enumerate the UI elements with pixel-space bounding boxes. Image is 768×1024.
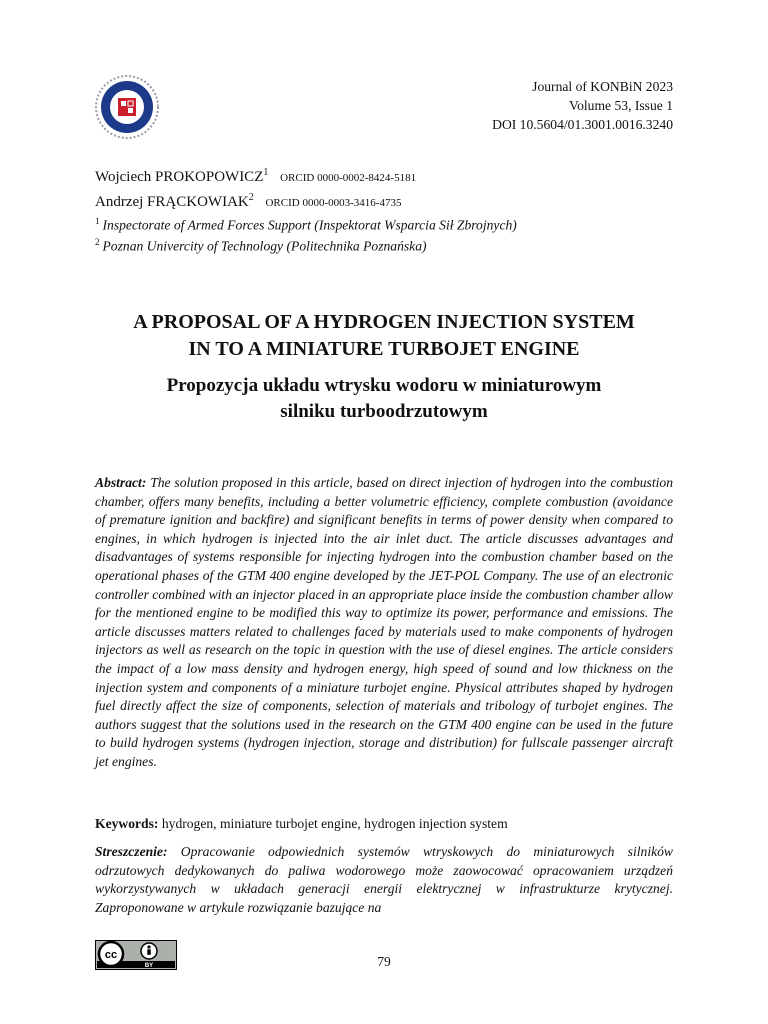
person-icon bbox=[147, 945, 150, 948]
journal-doi: DOI 10.5604/01.3001.0016.3240 bbox=[492, 117, 673, 132]
keywords-text: hydrogen, miniature turbojet engine, hydrogen injection system bbox=[161, 816, 508, 831]
affiliation-text: Inspectorate of Armed Forces Support (Inspektorat Wsparcia Sił Zbrojnych) bbox=[102, 217, 517, 233]
author-name: Andrzej FRĄCKOWIAK bbox=[95, 194, 249, 210]
page-number: 79 bbox=[377, 954, 391, 969]
keywords-label: Keywords: bbox=[95, 816, 159, 831]
author-block bbox=[95, 163, 517, 254]
author-line bbox=[95, 163, 517, 188]
journal-name: Journal of KONBiN 2023 bbox=[532, 79, 673, 94]
affiliation bbox=[95, 234, 517, 255]
journal-logo bbox=[94, 74, 160, 140]
journal-volume: Volume 53, Issue 1 bbox=[569, 98, 673, 113]
title-line: A PROPOSAL OF A HYDROGEN INJECTION SYSTEM bbox=[133, 311, 635, 333]
title-line: Propozycja układu wtrysku wodoru w miniaturowym bbox=[166, 375, 602, 396]
cc-icon: cc bbox=[104, 949, 118, 961]
streszczenie-label: Streszczenie: bbox=[95, 844, 168, 859]
author-line bbox=[95, 188, 517, 213]
affiliation-text: Poznan Univercity of Technology (Politechnika Poznańska) bbox=[102, 238, 427, 254]
abstract-text: The solution proposed in this article, based on direct injection of hydrogen into the combustion chamber, offers many benefits, including a better volumetric efficiency, complete combustion (avoidance of premature ignition and backfire) and significant benefits in terms of power density when compared to engines, in which hydrogen is injected into the air inlet duct. The article discusses advantages and disadvantages of systems responsible for injecting hydrogen into the combustion chamber based on the operational phases of the GTM 400 engine developed by the JET-POL Company. The use of an electronic controller combined with an injector placed in an appropriate place inside the combustion chamber allow for the mentioned engine to be modified this way to optimize its power, performance and emissions. The article discusses matters related to challenges faced by materials used to make components of hydrogen injectors as well as research on the topic in question with the use of diesel engines. The article considers the impact of a low mass density and hydrogen energy, high speed of sound and low thickness on the injection system and components of a miniature turbojet engine. Physical attributes shaped by hydrogen fuel directly affect the size of components, selection of materials and tribology of turbojet engines. The authors suggest that the solutions used in the research on the GTM 400 engine can be used in the future to build hydrogen systems (hydrogen injection, storage and distribution) for fullscale passenger aircraft jet engines. bbox=[95, 475, 673, 769]
author-affil-mark: 1 bbox=[263, 167, 269, 178]
author-orcid[interactable]: ORCID 0000-0003-3416-4735 bbox=[265, 197, 402, 209]
abstract-label: Abstract: bbox=[95, 475, 147, 490]
streszczenie bbox=[95, 843, 673, 917]
by-label: BY bbox=[144, 963, 154, 969]
streszczenie-text: Opracowanie odpowiednich systemów wtryskowych do miniaturowych silników odrzutowych dedykowanych do paliwa wodorowego może zaowocować opracowaniem urządzeń wykorzystywanych w układach generacji energii elektrycznej w infrastrukturze krytycznej. Zaproponowane w artykule rozwiązanie bazujące na bbox=[95, 844, 673, 915]
paper-title-english bbox=[60, 309, 708, 363]
journal-info bbox=[492, 77, 673, 134]
paper-title-polish bbox=[60, 373, 708, 425]
affiliation-mark: 2 bbox=[95, 236, 100, 247]
author-orcid[interactable]: ORCID 0000-0002-8424-5181 bbox=[280, 172, 417, 184]
author-affil-mark: 2 bbox=[248, 192, 254, 203]
title-line: silniku turboodrzutowym bbox=[280, 401, 488, 422]
keywords bbox=[95, 815, 673, 834]
author-name: Wojciech PROKOPOWICZ bbox=[95, 169, 264, 185]
affiliation-mark: 1 bbox=[95, 216, 100, 226]
abstract bbox=[95, 474, 673, 772]
title-line: IN TO A MINIATURE TURBOJET ENGINE bbox=[188, 338, 580, 360]
affiliation bbox=[95, 213, 517, 234]
